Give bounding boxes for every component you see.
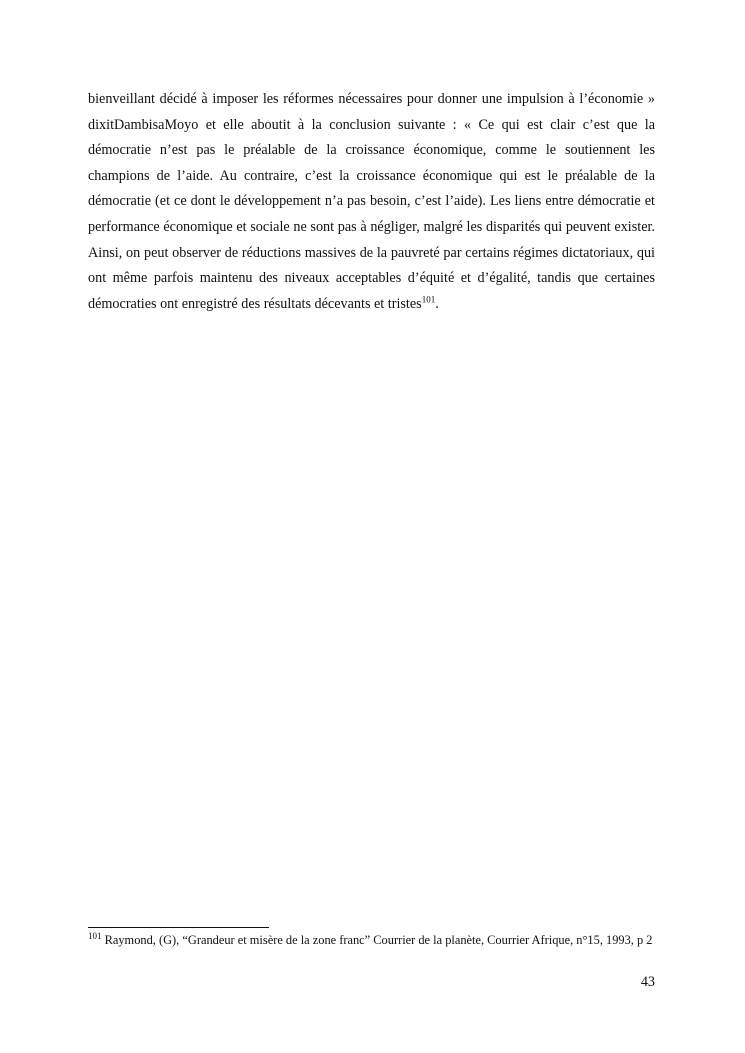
body-paragraph	[88, 87, 655, 317]
footnote-reference: 101	[421, 294, 436, 305]
footnote-number: 101	[88, 930, 102, 941]
body-text-main: bienveillant décidé à imposer les réformes nécessaires pour donner une impulsion à l’économie » dixitDambisaMoyo et elle aboutit à la conclusion suivante : « Ce qui est clair c’est que la démocratie n’est pas le préalable de la croissance économique, comme le soutiennent les champions de l’aide. Au contraire, c’est la croissance économique qui est le préalable de la démocratie (et ce dont le développement n’a pas besoin, c’est l’aide). Les liens entre démocratie et performance économique et sociale ne sont pas à négliger, malgré les disparités qui peuvent exister. Ainsi, on peut observer de réductions massives de la pauvreté par certains régimes dictatoriaux, qui ont même parfois maintenu des niveaux acceptables d’équité et d’égalité, tandis que certaines démocraties ont enregistré des résultats décevants et tristes	[88, 91, 655, 312]
page-number: 43	[640, 974, 655, 990]
footnote-text: Raymond, (G), “Grandeur et misère de la zone franc” Courrier de la planète, Courrier Afrique, n°15, 1993, p 2	[101, 933, 653, 947]
footnote-separator	[88, 927, 269, 928]
body-text-end: .	[435, 295, 439, 312]
footnote	[88, 931, 655, 949]
